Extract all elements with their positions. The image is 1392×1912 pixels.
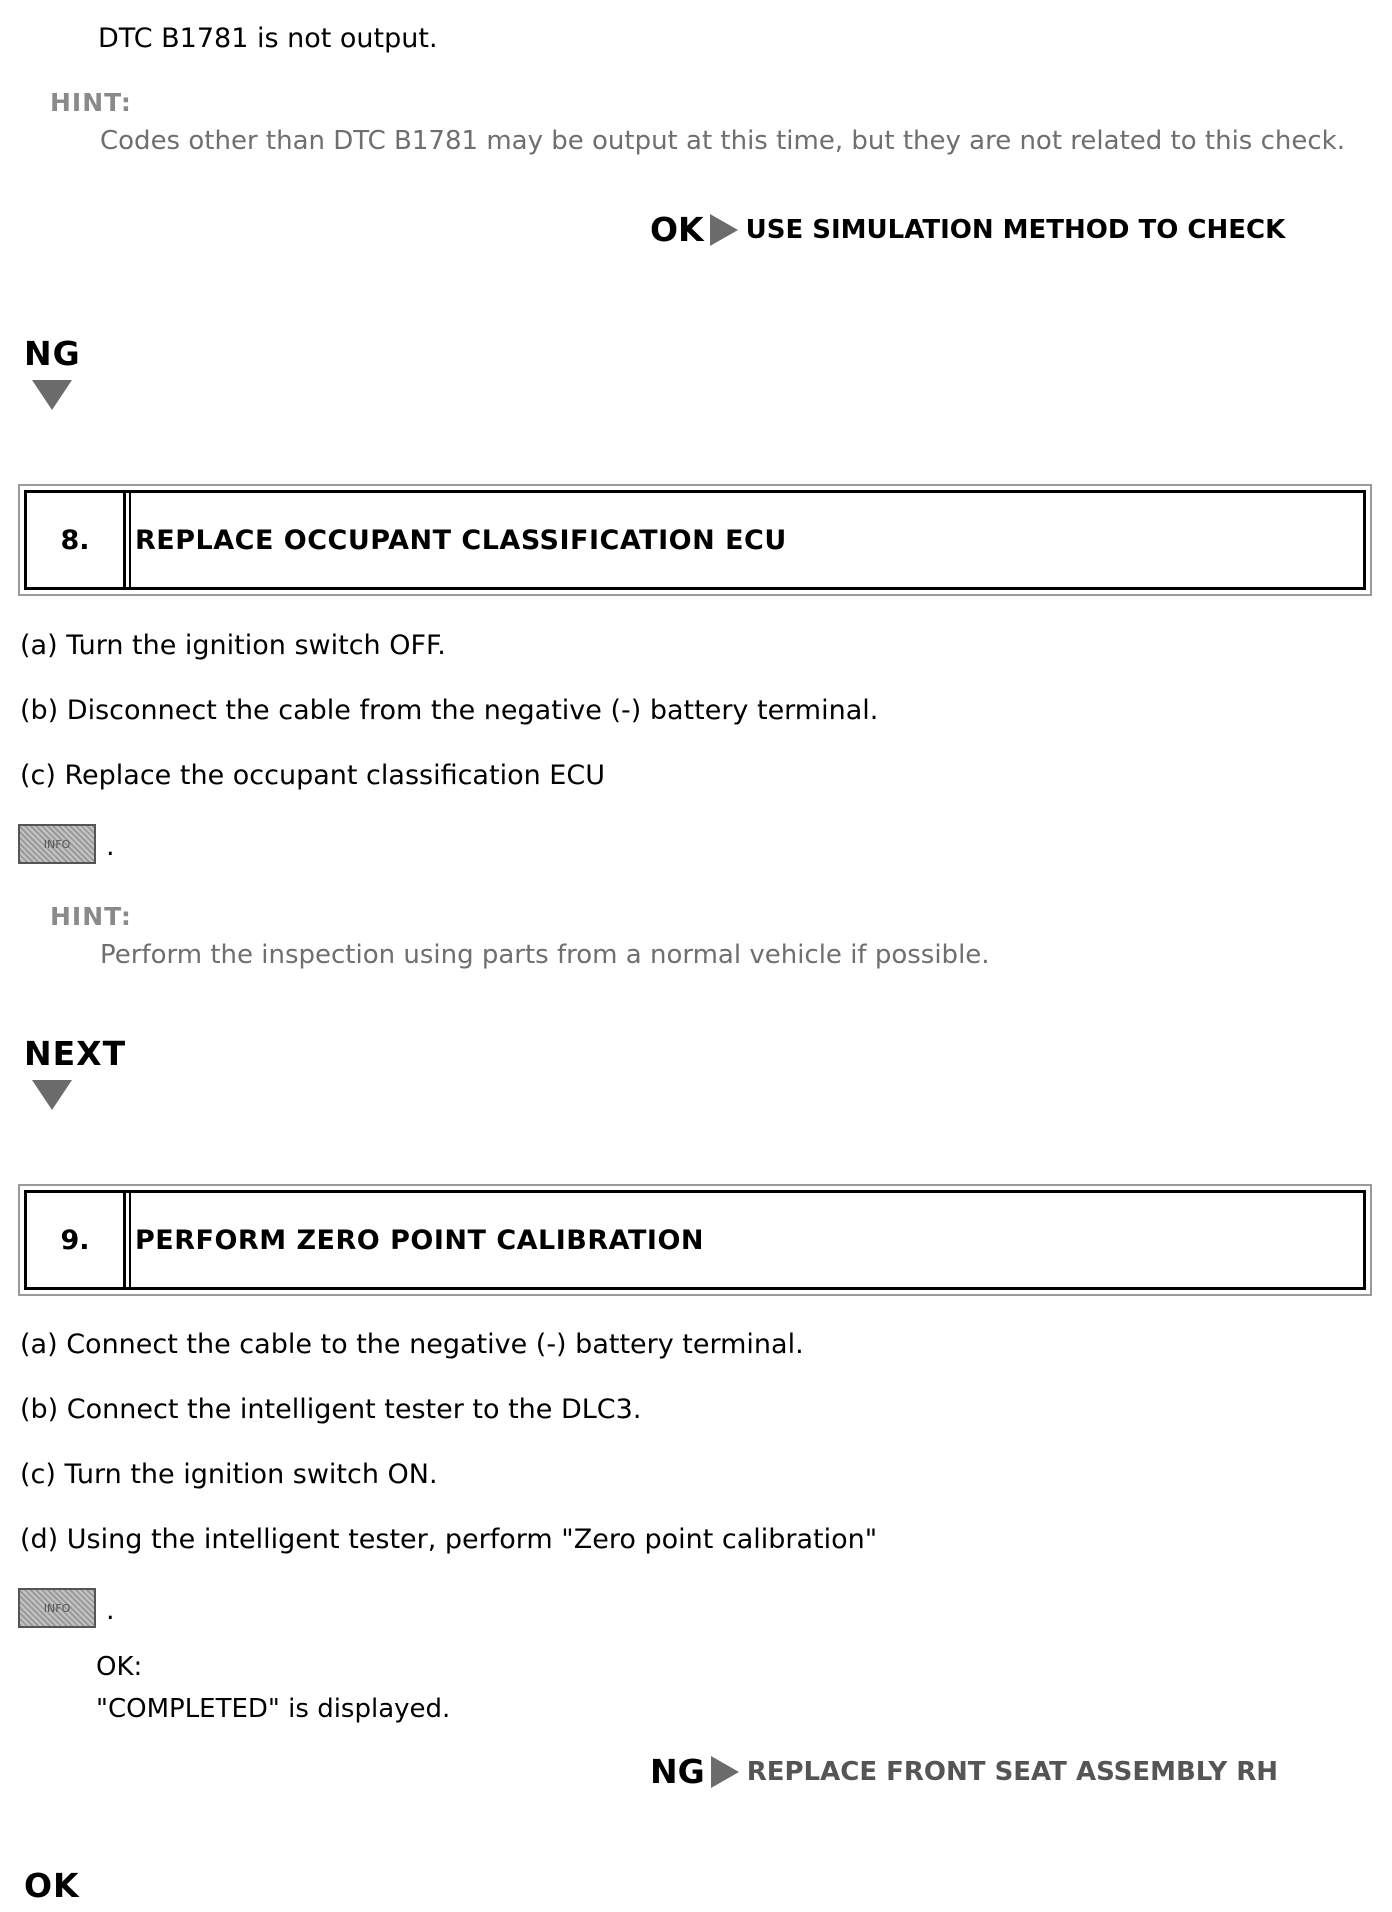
arrow-right-icon [710,214,738,246]
ok-text: "COMPLETED" is displayed. [96,1694,451,1724]
ng-flow-label: NG [24,334,81,373]
ok-heading: OK: [96,1652,143,1682]
ok-result-row [650,210,1285,249]
hint-label: HINT: [50,902,132,931]
step-number: 9. [60,1224,90,1256]
step-number: 8. [60,524,90,556]
info-period: . [106,831,115,862]
info-row [18,824,115,864]
ng-result-row [650,1752,1278,1791]
result-line: DTC B1781 is not output. [98,23,438,54]
next-flow-label: NEXT [24,1034,127,1073]
step-9-item-b: (b) Connect the intelligent tester to the DLC3. [20,1394,642,1425]
info-button[interactable]: INFO [18,1588,96,1628]
step-8-item-b: (b) Disconnect the cable from the negative (-) battery terminal. [20,695,879,726]
step-8-item-a: (a) Turn the ignition switch OFF. [20,630,446,661]
hint-label: HINT: [50,88,132,117]
ok-flow-label: OK [24,1866,80,1905]
hint-text: Codes other than DTC B1781 may be output at this time, but they are not related to this check. [100,126,1345,156]
ng-label: NG [650,1752,705,1791]
arrow-down-icon [32,1080,72,1110]
arrow-right-icon [711,1756,739,1788]
step-title: PERFORM ZERO POINT CALIBRATION [135,1224,704,1256]
hint-text: Perform the inspection using parts from a normal vehicle if possible. [100,940,990,970]
info-button[interactable]: INFO [18,824,96,864]
step-8-header [18,484,1372,596]
step-8-item-c: (c) Replace the occupant classification ECU [20,760,605,791]
ok-label: OK [650,210,704,249]
step-9-item-a: (a) Connect the cable to the negative (-) battery terminal. [20,1329,804,1360]
info-row [18,1588,115,1628]
step-9-header [18,1184,1372,1296]
arrow-down-icon [32,380,72,410]
ok-action-link[interactable]: USE SIMULATION METHOD TO CHECK [745,214,1286,245]
step-title: REPLACE OCCUPANT CLASSIFICATION ECU [135,524,787,556]
step-9-item-c: (c) Turn the ignition switch ON. [20,1459,438,1490]
step-9-item-d: (d) Using the intelligent tester, perform "Zero point calibration" [20,1524,878,1555]
ng-action-link[interactable]: REPLACE FRONT SEAT ASSEMBLY RH [746,1756,1278,1787]
info-period: . [106,1595,115,1626]
